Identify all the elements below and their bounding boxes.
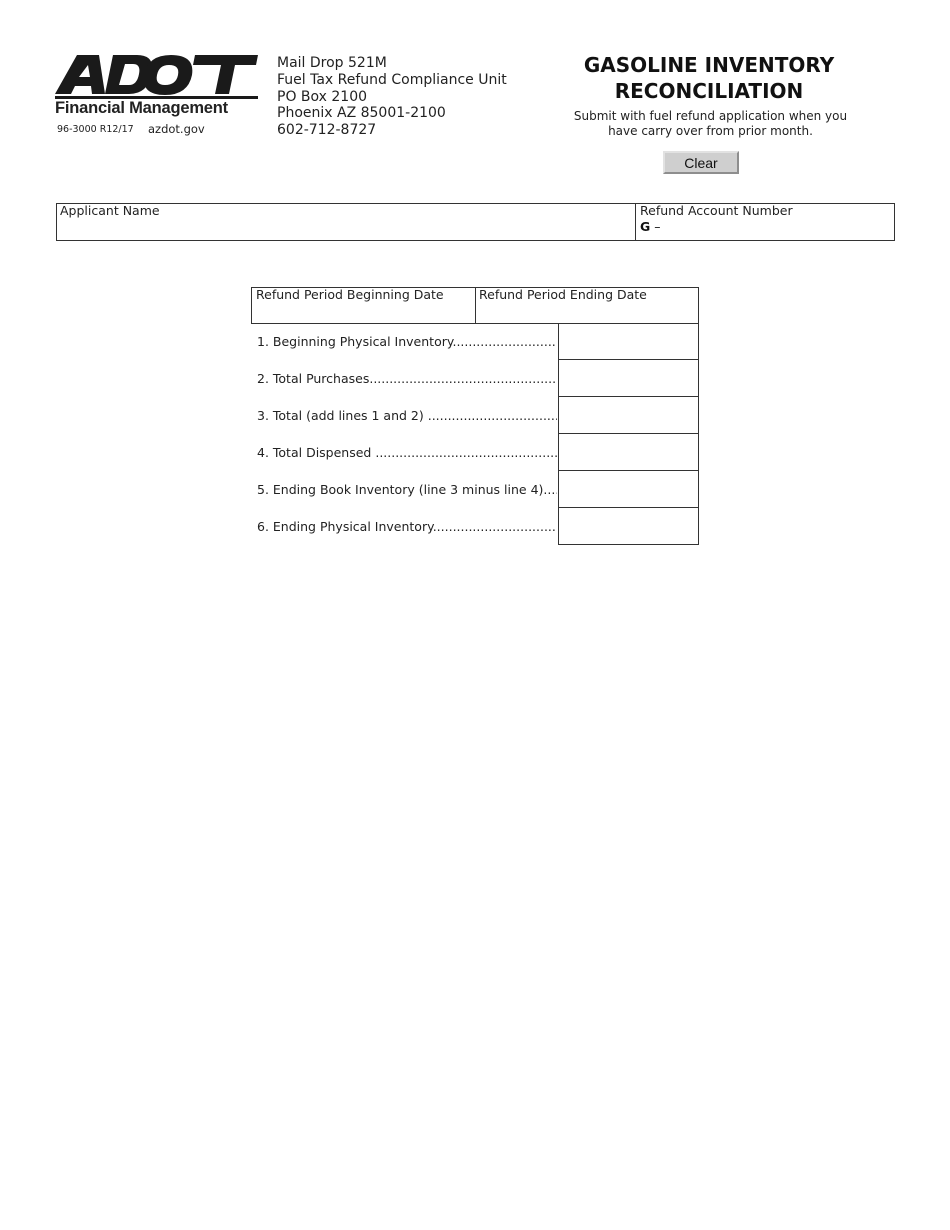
line-4-input[interactable] (559, 435, 698, 471)
refund-account-number-label: Refund Account Number (640, 203, 793, 218)
line-1-text: 1. Beginning Physical Inventory (257, 334, 453, 349)
refund-account-number-field[interactable] (670, 219, 892, 239)
website-text: azdot.gov (148, 122, 205, 136)
address-line: Fuel Tax Refund Compliance Unit (277, 71, 507, 88)
line-item-label (257, 371, 557, 386)
form-title (568, 52, 850, 104)
applicant-name-label: Applicant Name (60, 203, 160, 218)
instructions-line-2: have carry over from prior month. (608, 124, 813, 138)
adot-logo-icon (55, 53, 260, 99)
line-1-input[interactable] (559, 324, 698, 360)
line-item-label (257, 482, 557, 497)
line-5-text: 5. Ending Book Inventory (line 3 minus line 4) (257, 482, 544, 497)
refund-period-beginning-field[interactable] (252, 303, 474, 323)
line-5-input[interactable] (559, 472, 698, 508)
account-separator: – (654, 219, 661, 234)
address-line: Mail Drop 521M (277, 55, 387, 71)
phone-number: 602-712-8727 (277, 122, 377, 139)
line-2-text: 2. Total Purchases (257, 371, 370, 386)
mailing-address (277, 55, 507, 139)
refund-period-ending-field[interactable] (476, 303, 698, 323)
line-item-label (257, 408, 557, 423)
form-instructions (568, 109, 853, 139)
line-2-input[interactable] (559, 361, 698, 397)
title-line-2: RECONCILIATION (614, 79, 804, 103)
address-line: Phoenix AZ 85001-2100 (277, 105, 446, 122)
refund-period-ending-label: Refund Period Ending Date (479, 287, 647, 302)
address-line: PO Box 2100 (277, 88, 368, 105)
line-3-text: 3. Total (add lines 1 and 2) (257, 408, 428, 423)
form-number: 96-3000 R12/17 (57, 124, 134, 135)
clear-button[interactable]: Clear (663, 151, 739, 174)
account-number-prefix (640, 219, 661, 234)
applicant-name-field[interactable] (57, 219, 634, 240)
line-3-input[interactable] (559, 398, 698, 434)
instructions-line-1: Submit with fuel refund application when you (573, 109, 848, 123)
title-line-1: GASOLINE INVENTORY (583, 53, 835, 77)
divider (635, 203, 636, 241)
line-item-label (257, 334, 557, 349)
refund-period-beginning-label: Refund Period Beginning Date (256, 287, 444, 302)
line-6-text: 6. Ending Physical Inventory (257, 519, 433, 534)
account-prefix-letter: G (640, 219, 651, 234)
line-item-label (257, 519, 557, 534)
line-item-label (257, 445, 557, 460)
line-6-input[interactable] (559, 509, 698, 545)
line-4-text: 4. Total Dispensed (257, 445, 376, 460)
logo-subtitle: Financial Management (55, 99, 228, 117)
